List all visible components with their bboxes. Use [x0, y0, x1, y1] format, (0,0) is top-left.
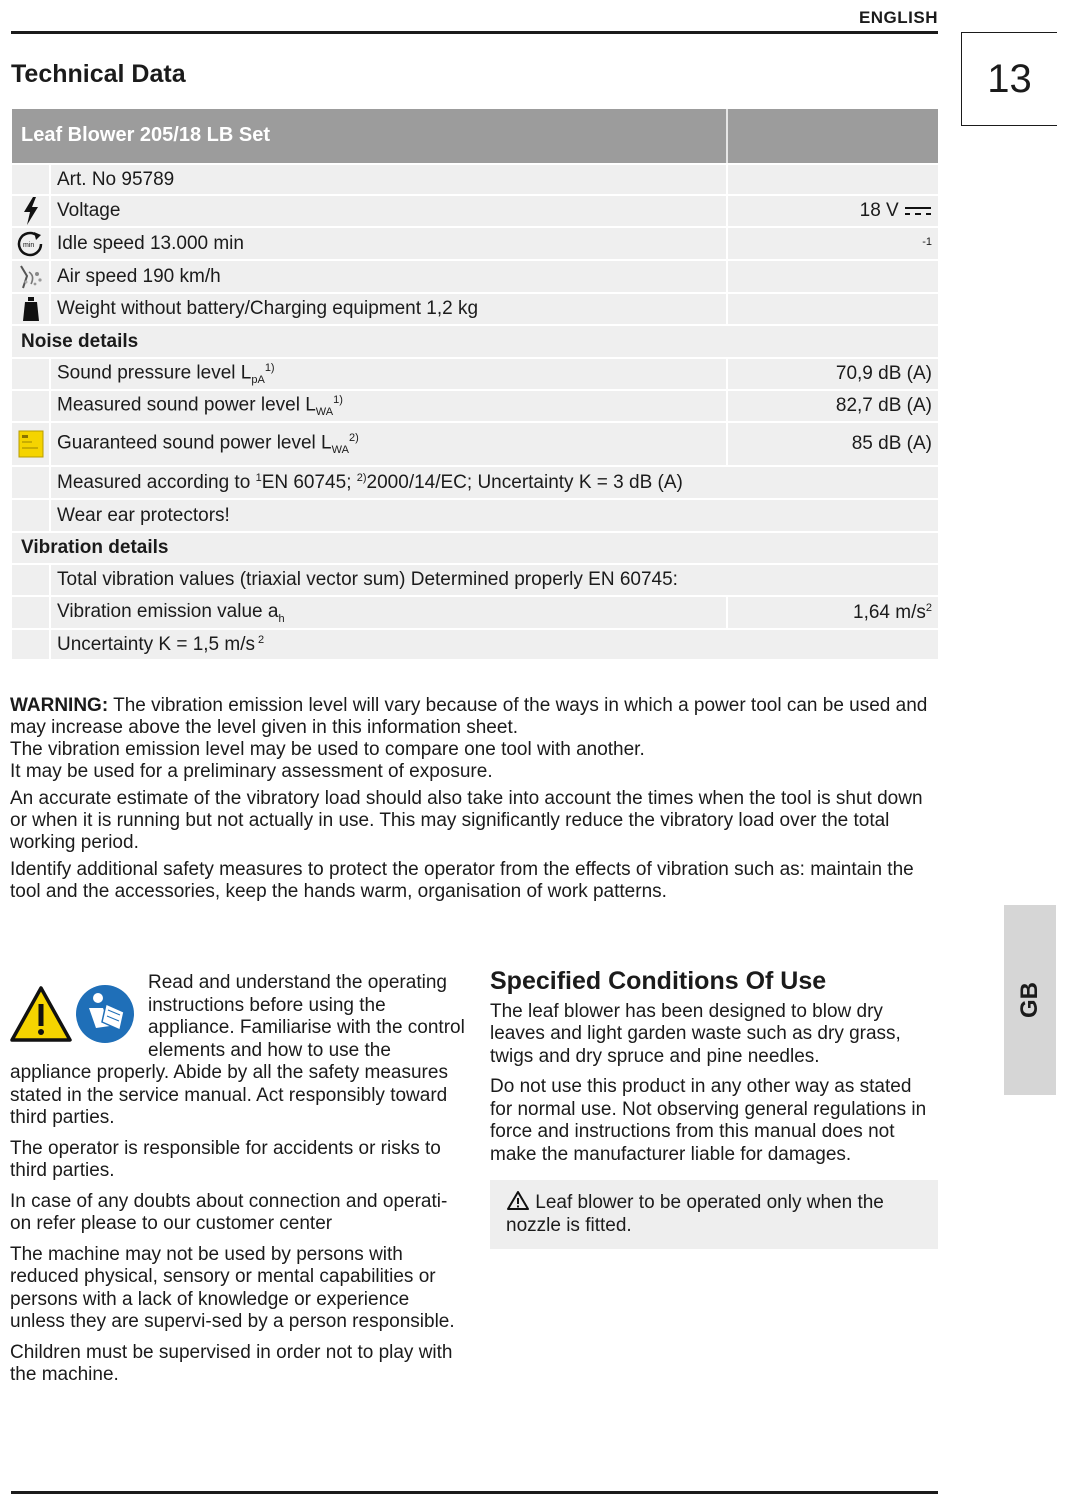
noise-heading: Noise details [21, 330, 139, 352]
vibration-emission-value: 1,64 $m/s^2$ [853, 601, 932, 623]
warning-triangle-icon [12, 988, 70, 1040]
safety-paragraph: The operator is responsible for accidents or risks to third parties. [10, 1137, 441, 1181]
vibration-emission-label: Vibration emission value $a_h$ [57, 600, 285, 625]
table-row [12, 359, 938, 389]
weight-icon [12, 294, 49, 324]
conditions-heading: Specified Conditions Of Use [490, 967, 827, 995]
table-header [12, 109, 938, 163]
page-title: Technical Data [11, 60, 186, 88]
table-row [12, 261, 938, 292]
language-label: ENGLISH [858, 8, 938, 27]
product-name: Leaf Blower 205/18 LB Set [21, 124, 270, 146]
art-no: Art. No 95789 [57, 168, 175, 190]
weight: Weight without battery/Charging equipment 1,2 kg [57, 298, 479, 319]
technical-data-table [12, 109, 938, 659]
sound-label-icon [12, 423, 49, 465]
table-row [12, 500, 938, 531]
dc-symbol-icon [904, 205, 932, 217]
table-row [12, 565, 938, 595]
air-speed: Air speed 190 km/h [57, 265, 221, 287]
table-row [12, 467, 938, 498]
sound-pressure-value: 70,9 dB (A) [835, 363, 932, 384]
warning-block: WARNING: The vibration emission level will vary because of the ways in which a power tool can be used and may increase above the level given in this information sheet. The vibration emission level may be used to compare one tool with another. It may be used for a preliminary assessment of exposure. An accurate estimate of the vibratory load should also take into account the times when the tool is shut down or when it is running but not actually in use. This may significantly reduce the vibratory load over the total working period. Identify additional safety measures to protect the operator from the effects of vibration such as: maintain the tool and the accessories, keep the hands warm, organisation of work patterns. [10, 695, 935, 908]
voltage-value: 18 V [728, 200, 932, 222]
idle-speed-label: Idle speed 13.000 min [57, 232, 244, 254]
table-row [12, 165, 938, 194]
read-manual-icon [76, 985, 134, 1043]
safety-icons [10, 978, 142, 1062]
voltage-label: Voltage [57, 200, 121, 221]
table-row [12, 196, 938, 226]
warning-label: WARNING: [10, 695, 109, 716]
warning-paragraph: An accurate estimate of the vibratory load should also take into account the times when the tool is shut down or when it is running but not actually in use. This may significantly reduce the vibratory load over the total working period. [10, 788, 923, 853]
safety-paragraph: In case of any doubts about connection and operati-on refer please to our customer center [10, 1190, 448, 1234]
sound-pressure-label: Sound pressure level $L_{pA}^{1)}$ [57, 361, 275, 387]
uncertainty: Uncertainty K = 1,5 m/s $^2$ [57, 633, 265, 655]
bottom-rule [11, 1491, 938, 1494]
rotation-speed-icon [12, 228, 49, 259]
guaranteed-power-label: Guaranteed sound power level $L_{WA}^{2)}$ [57, 431, 359, 457]
table-row [12, 423, 938, 465]
total-vibration: Total vibration values (triaxial vector sum) Determined properly EN 60745: [57, 569, 678, 590]
conditions-paragraph: Do not use this product in any other way as stated for normal use. Not observing general regulations in force and instructions from this manual does not make the manufacturer liable for damages. [490, 1076, 927, 1165]
safety-paragraph: Read and understand the operating instructions before using the appliance. Familiarise with the control elements and how to use the appliance properly. Abide by all the safety measures stated in the service manual. Act responsibly toward third parties. [10, 972, 465, 1128]
safety-paragraph: The machine may not be used by persons with reduced physical, sensory or mental capabilities or persons with a lack of knowledge or experience unless they are supervi-sed by a person responsible. [10, 1243, 455, 1332]
svg-text:min: min [22, 241, 34, 249]
measured-power-value: 82,7 dB (A) [835, 395, 932, 416]
idle-speed-value: -1 [922, 236, 932, 248]
table-row [12, 630, 938, 659]
safety-paragraph: Children must be supervised in order not to play with the machine. [10, 1341, 453, 1385]
wear-protectors: Wear ear protectors! [57, 504, 230, 526]
caution-icon [506, 1190, 530, 1210]
table-row [12, 391, 938, 421]
warning-paragraph: Identify additional safety measures to protect the operator from the effects of vibration such as: maintain the tool and the accessories, keep the hands warm, organisation of work patterns. [10, 859, 914, 902]
table-row [12, 533, 938, 563]
table-row [12, 597, 938, 628]
page-number: 13 [961, 32, 1057, 126]
language-side-tab: GB [1004, 905, 1056, 1095]
table-row [12, 326, 938, 357]
nozzle-note-text: Leaf blower to be operated only when the nozzle is fitted. [506, 1192, 884, 1236]
safety-instructions [10, 972, 465, 1395]
measured-according: Measured according to $^1$EN 60745; $^{2)}$2000/14/EC; Uncertainty K = 3 dB (A) [57, 471, 683, 493]
conditions-paragraph: The leaf blower has been designed to blow dry leaves and light garden waste such as dry grass, twigs and dry spruce and pine needles. [490, 1000, 901, 1067]
nozzle-note [490, 1180, 938, 1249]
table-row [12, 294, 938, 324]
top-rule [11, 31, 938, 34]
warning-text: The vibration emission level will vary because of the ways in which a power tool can be used and may increase above the level given in this information sheet. [10, 695, 928, 738]
conditions-of-use [490, 967, 938, 1249]
measured-power-label: Measured sound power level $L_{WA}^{1)}$ [57, 393, 343, 419]
vibration-heading: Vibration details [21, 537, 169, 558]
table-row [12, 228, 938, 259]
guaranteed-power-value: 85 dB (A) [851, 433, 932, 454]
lightning-icon [12, 196, 49, 226]
air-flow-icon [12, 261, 49, 292]
